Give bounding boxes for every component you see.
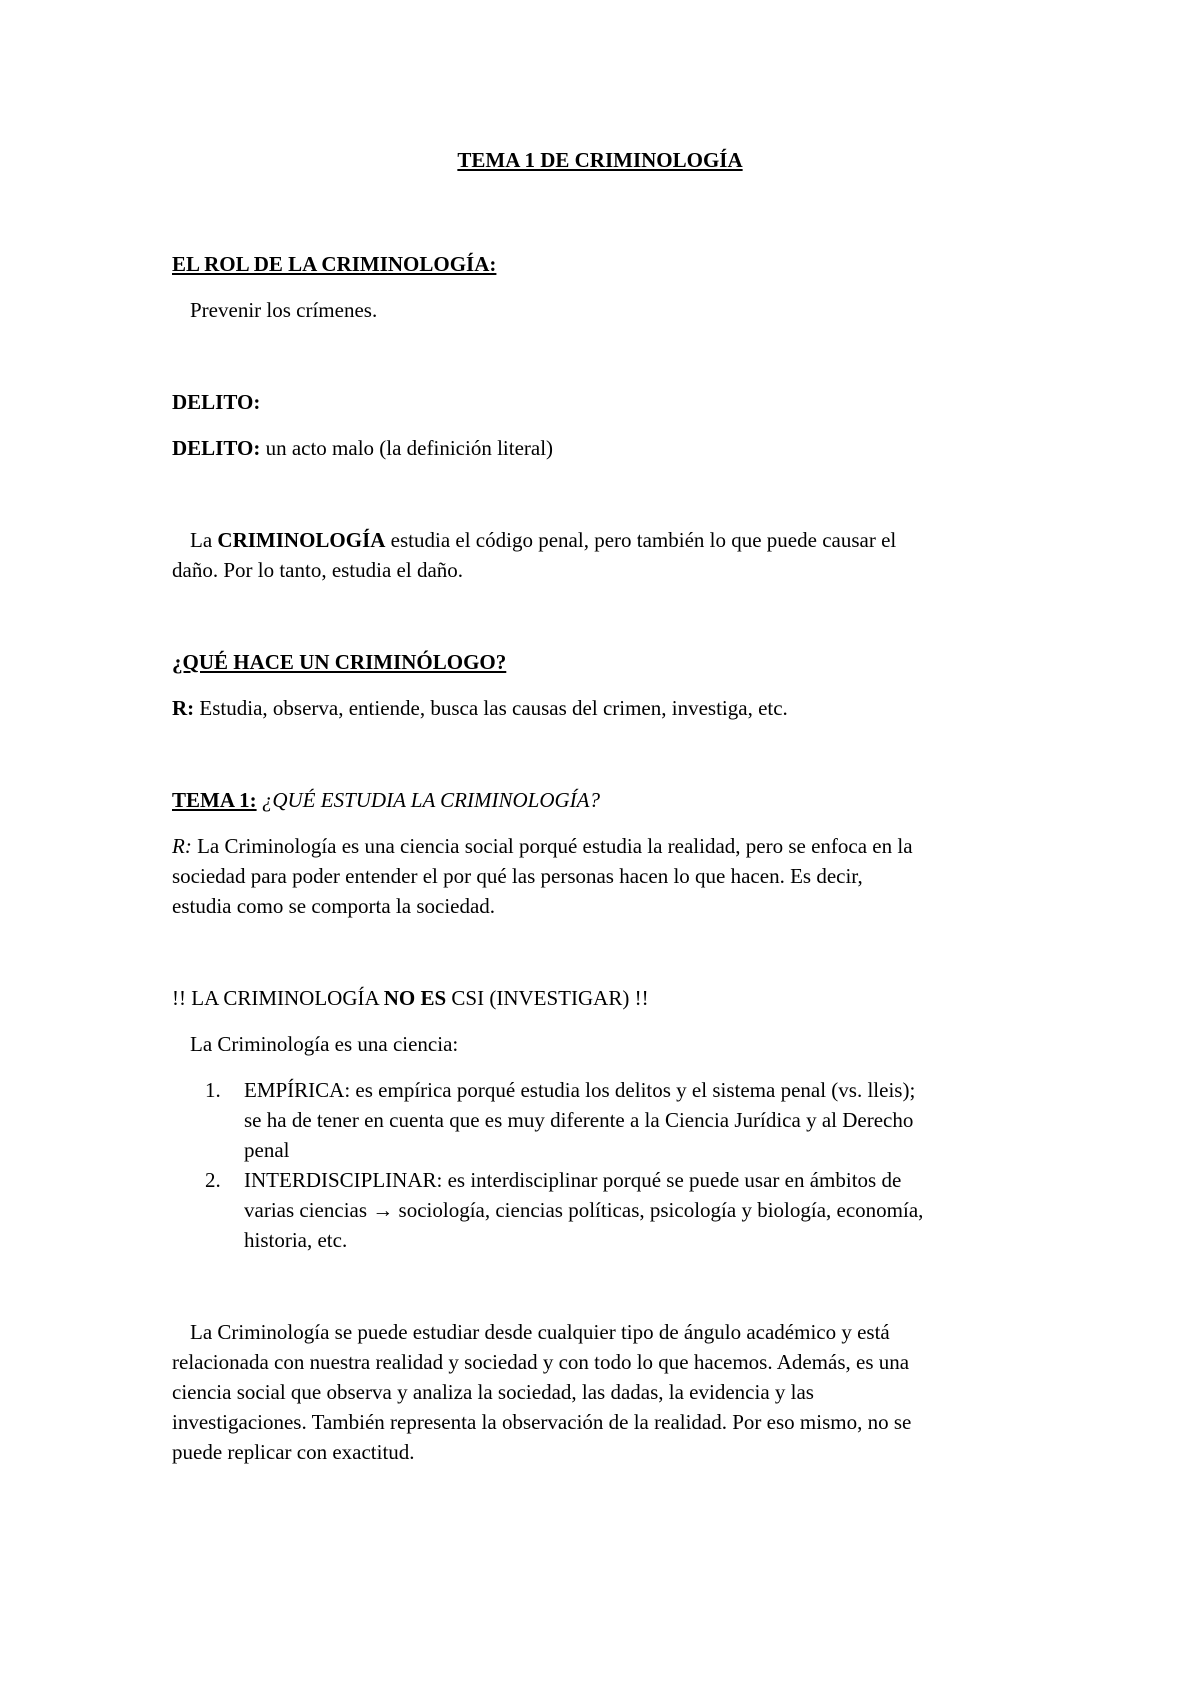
- list-item-line: historia, etc.: [244, 1228, 348, 1252]
- answer-text: Estudia, observa, entiende, busca las causas del crimen, investiga, etc.: [194, 696, 788, 720]
- page-title: TEMA 1 DE CRIMINOLOGÍA: [457, 148, 743, 172]
- list-item-line: EMPÍRICA: es empírica porqué estudia los delitos y el sistema penal (vs. lleis);: [244, 1078, 916, 1102]
- section-heading-tema1: [172, 786, 600, 815]
- section-rol-text: Prevenir los crímenes.: [190, 298, 378, 322]
- csi-post: CSI (INVESTIGAR) !!: [446, 986, 649, 1010]
- delito-definition: [172, 434, 553, 463]
- criminologia-paragraph-line1: [190, 526, 896, 555]
- tema1-answer-line3: estudia como se comporta la sociedad.: [172, 894, 496, 918]
- final-paragraph-line: ciencia social que observa y analiza la sociedad, las dadas, la evidencia y las: [172, 1380, 814, 1404]
- list-item-line-rest: sociología, ciencias políticas, psicología y biología, economía,: [393, 1198, 924, 1222]
- csi-bold: NO ES: [383, 986, 447, 1010]
- final-paragraph-line: puede replicar con exactitud.: [172, 1440, 415, 1464]
- tema-label: TEMA 1:: [172, 788, 257, 812]
- tema1-answer-line1: [172, 832, 913, 861]
- criminologia-paragraph-line2: daño. Por lo tanto, estudia el daño.: [172, 558, 464, 582]
- tema-line1: La Criminología es una ciencia social porqué estudia la realidad, pero se enfoca en la: [191, 834, 913, 858]
- crim-bold: CRIMINOLOGÍA: [217, 528, 386, 552]
- list-item-line: se ha de tener en cuenta que es muy diferente a la Ciencia Jurídica y al Derecho: [244, 1108, 914, 1132]
- delito-label: DELITO:: [172, 436, 261, 460]
- crim-pre: La: [190, 528, 218, 552]
- section-heading-rol: EL ROL DE LA CRIMINOLOGÍA:: [172, 252, 497, 276]
- final-paragraph-line: relacionada con nuestra realidad y sociedad y con todo lo que hacemos. Además, es una: [172, 1350, 910, 1374]
- list-item-line: [244, 1196, 1064, 1225]
- crim-line1-rest: estudia el código penal, pero también lo que puede causar el: [385, 528, 897, 552]
- list-item-line: INTERDISCIPLINAR: es interdisciplinar porqué se puede usar en ámbitos de: [244, 1168, 902, 1192]
- list-item-line: penal: [244, 1138, 290, 1162]
- list-item-line-start: varias ciencias: [244, 1198, 373, 1222]
- tema-answer-label: R:: [172, 834, 192, 858]
- que-hace-answer: [172, 694, 788, 723]
- final-paragraph-line: La Criminología se puede estudiar desde cualquier tipo de ángulo académico y está: [190, 1320, 890, 1344]
- tema-question: ¿QUÉ ESTUDIA LA CRIMINOLOGÍA?: [256, 788, 600, 812]
- arrow-right-icon: →: [372, 1198, 394, 1222]
- ciencia-intro: La Criminología es una ciencia:: [190, 1032, 459, 1056]
- csi-warning: [172, 984, 649, 1013]
- final-paragraph-line: investigaciones. También representa la observación de la realidad. Por eso mismo, no se: [172, 1410, 912, 1434]
- delito-text: un acto malo (la definición literal): [260, 436, 554, 460]
- list-number: 1.: [205, 1078, 221, 1102]
- section-heading-que-hace: ¿QUÉ HACE UN CRIMINÓLOGO?: [172, 650, 507, 674]
- section-heading-delito: DELITO:: [172, 390, 261, 414]
- tema1-answer-line2: sociedad para poder entender el por qué las personas hacen lo que hacen. Es decir,: [172, 864, 863, 888]
- csi-pre: !! LA CRIMINOLOGÍA: [172, 986, 384, 1010]
- answer-label: R:: [172, 696, 195, 720]
- list-number: 2.: [205, 1168, 221, 1192]
